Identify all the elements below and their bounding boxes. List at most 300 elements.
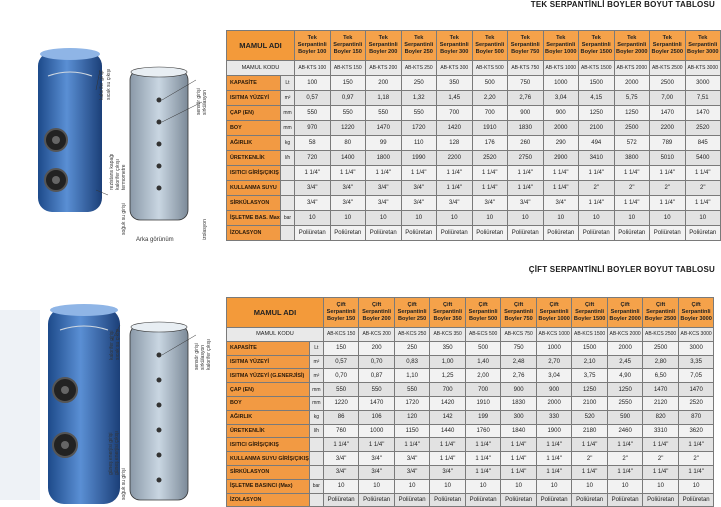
table-cell: 3/4" (394, 452, 430, 466)
table-cell: 2,76 (508, 91, 544, 106)
table-cell: 820 (643, 410, 679, 424)
row-label: KULLANMA SUYU (227, 181, 281, 196)
table-cell: 2000 (536, 396, 572, 410)
product-code: AB-KCS 1500 (572, 328, 608, 342)
product-code: AB-KCS 1000 (536, 328, 572, 342)
column-header (437, 31, 473, 61)
table-row (227, 369, 714, 383)
column-header-line: Tek (591, 35, 601, 41)
table-cell: 494 (579, 136, 615, 151)
row-unit (281, 196, 295, 211)
label-sensor-girisi: sensör girişi (194, 343, 200, 370)
label-izolasyon: izolasyon (202, 219, 208, 240)
table-cell: 1 1/4" (536, 452, 572, 466)
table-cell: 2900 (543, 151, 579, 166)
row-unit: kg (281, 136, 295, 151)
product-code: AB-KTS 2000 (614, 61, 650, 76)
table-cell: 1150 (394, 424, 430, 438)
column-header-line: Serpantinli (575, 309, 605, 315)
table-cell: 0,57 (323, 355, 359, 369)
table-cell: 750 (501, 341, 537, 355)
column-header-line: Boyler 500 (475, 49, 504, 55)
table-row (227, 479, 714, 493)
double-coil-size-table (226, 297, 714, 507)
table-cell: 1470 (359, 396, 395, 410)
column-header-line: Serpantinli (326, 309, 356, 315)
column-header-line: Boyler 2500 (651, 49, 683, 55)
column-header-line: Boyler 1000 (545, 49, 577, 55)
column-header-line: Boyler 1500 (580, 49, 612, 55)
product-code: AB-KTS 1000 (543, 61, 579, 76)
product-code: AB-KTS 750 (508, 61, 544, 76)
table-cell: 0,97 (330, 91, 366, 106)
table-cell: 1 1/4" (437, 181, 473, 196)
table-cell: 10 (430, 479, 466, 493)
table-cell: 1,45 (437, 91, 473, 106)
table-cell: 1 1/4" (501, 438, 537, 452)
table-cell: 700 (430, 383, 466, 397)
table-row (227, 383, 714, 397)
column-header (678, 298, 714, 328)
product-code: AB-KTS 500 (472, 61, 508, 76)
table-cell: 99 (366, 136, 402, 151)
table-cell: Poliüretan (543, 226, 579, 241)
column-header-line: Tek (485, 35, 495, 41)
table-cell: 2520 (472, 151, 508, 166)
table-cell: 1 1/4" (650, 196, 686, 211)
row-unit: mm (281, 106, 295, 121)
column-header-line: Serpantinli (475, 42, 505, 48)
row-label: İZOLASYON (227, 493, 310, 507)
table-cell: 2,20 (472, 91, 508, 106)
row-unit: kg (309, 410, 323, 424)
table-cell: 7,00 (650, 91, 686, 106)
table-cell: 1440 (430, 424, 466, 438)
table-cell: 0,87 (359, 369, 395, 383)
table-cell: 1800 (366, 151, 402, 166)
table-row (227, 226, 721, 241)
product-code: AB-KCS 250 (394, 328, 430, 342)
table-cell: Poliüretan (394, 493, 430, 507)
table-row (227, 181, 721, 196)
table-cell: 1 1/4" (430, 452, 466, 466)
table-cell: 330 (536, 410, 572, 424)
table-row (227, 151, 721, 166)
table-cell: 10 (465, 479, 501, 493)
table1-title: TEK SERPANTİNLİ BOYLER BOYUT TABLOSU (530, 0, 715, 9)
table-cell: 5400 (685, 151, 721, 166)
table-cell: 590 (607, 410, 643, 424)
label-termometre: termometre (121, 164, 127, 190)
table-cell: 789 (650, 136, 686, 151)
table-row (227, 166, 721, 181)
table-cell: 2,80 (643, 355, 679, 369)
column-header-line: Serpantinli (362, 309, 392, 315)
table-cell: Poliüretan (650, 226, 686, 241)
table-cell: 550 (295, 106, 331, 121)
table-cell: 350 (430, 341, 466, 355)
table-cell: 720 (295, 151, 331, 166)
column-header-line: Serpantinli (368, 42, 398, 48)
column-header-line: Boyler 2500 (644, 316, 677, 322)
table-cell: 10 (472, 211, 508, 226)
table-cell: 250 (401, 76, 437, 91)
table-cell: 3/4" (472, 196, 508, 211)
table-cell: 1000 (359, 424, 395, 438)
row-label: ISITICI GİRİŞ/ÇIKIŞ (227, 438, 310, 452)
table-cell: 0,57 (295, 91, 331, 106)
row-unit (309, 452, 323, 466)
row-label: AĞIRLIK (227, 136, 281, 151)
column-header-line: Tek (378, 35, 388, 41)
table-cell: 10 (685, 211, 721, 226)
column-header (430, 298, 466, 328)
column-header-line: Boyler 3000 (680, 316, 712, 322)
table-cell: 1 1/4" (579, 196, 615, 211)
column-header-line: Serpantinli (468, 309, 498, 315)
column-header-line: Serpantinli (404, 42, 434, 48)
table-cell: 10 (366, 211, 402, 226)
table-cell: 1720 (394, 396, 430, 410)
table-cell: Poliüretan (614, 226, 650, 241)
row-label: İZOLASYON (227, 226, 281, 241)
table-cell: 1 1/4" (572, 438, 608, 452)
table-cell: 176 (472, 136, 508, 151)
row-unit: Lt (281, 76, 295, 91)
code-row-label: MAMUL KODU (227, 61, 295, 76)
column-header-line: Boyler 200 (362, 316, 391, 322)
table-cell: 10 (579, 211, 615, 226)
column-header-line: Tek (520, 35, 530, 41)
column-header-line: Boyler 150 (326, 316, 356, 322)
product-code: AB-KTS 300 (437, 61, 473, 76)
table-cell: 550 (359, 383, 395, 397)
table-cell: 150 (323, 341, 359, 355)
table-cell: 2120 (643, 396, 679, 410)
table-cell: 3/4" (295, 196, 331, 211)
table-cell: 2" (685, 181, 721, 196)
table-cell: 1220 (323, 396, 359, 410)
table-cell: 1 1/4" (685, 196, 721, 211)
row-label: ÇAP (EN) (227, 106, 281, 121)
table-cell: 500 (472, 76, 508, 91)
table-cell: 10 (572, 479, 608, 493)
table-cell: 1830 (501, 396, 537, 410)
table-row (227, 136, 721, 151)
table-cell: 150 (330, 76, 366, 91)
table-cell: 2" (572, 452, 608, 466)
table-cell: 3/4" (437, 196, 473, 211)
row-label: KAPASİTE (227, 341, 310, 355)
product-code: AB-KTS 150 (330, 61, 366, 76)
row-label: İŞLETME BAS. Max (227, 211, 281, 226)
table-cell: 2500 (643, 341, 679, 355)
table-cell: 2750 (508, 151, 544, 166)
table-cell: 1500 (579, 76, 615, 91)
table-cell: 100 (295, 76, 331, 91)
table-cell: 700 (437, 106, 473, 121)
column-header (465, 298, 501, 328)
table-cell: 550 (394, 383, 430, 397)
table-cell: 3/4" (323, 465, 359, 479)
column-header-line: Çift (584, 302, 595, 308)
product-code: AB-KTS 3000 (685, 61, 721, 76)
label-gunes-enerjisi-girisi: güneş enerjisi girişi (108, 432, 114, 475)
product-code: AB-KCS 750 (501, 328, 537, 342)
table-cell: 2" (678, 452, 714, 466)
product-code: AB-KTS 200 (366, 61, 402, 76)
column-header-line: Boyler 500 (468, 316, 498, 322)
table-cell: Poliüretan (366, 226, 402, 241)
column-header-line: Boyler 2000 (616, 49, 648, 55)
table-cell: Poliüretan (536, 493, 572, 507)
table-cell: 1250 (572, 383, 608, 397)
table-cell: Poliüretan (330, 226, 366, 241)
table-cell: 2,00 (465, 369, 501, 383)
row-label: ISITMA YÜZEYİ (227, 91, 281, 106)
column-header-line: Serpantinli (439, 42, 469, 48)
table-row (227, 452, 714, 466)
table2-wrap (226, 297, 714, 507)
label-sirkulasyon: sirkülasyon (202, 89, 208, 115)
code-row-label: MAMUL KODU (227, 328, 324, 342)
column-header (643, 298, 679, 328)
table-cell: 3/4" (543, 196, 579, 211)
row-label: ISITICI GİRİŞ/ÇIKIŞ (227, 166, 281, 181)
label-kalorifer-girisi: kalorifer girişi (109, 330, 115, 360)
table-cell: 1,32 (401, 91, 437, 106)
table-cell: 3/4" (366, 196, 402, 211)
table-cell: 1 1/4" (543, 166, 579, 181)
column-header-line: Serpantinli (433, 309, 463, 315)
column-header (323, 298, 359, 328)
table-cell: 1 1/4" (330, 166, 366, 181)
table-cell: 3/4" (430, 465, 466, 479)
table-cell: 200 (366, 76, 402, 91)
row-unit: m² (309, 369, 323, 383)
table-cell: 1 1/4" (472, 181, 508, 196)
column-header-line: Tek (343, 35, 353, 41)
table-cell: Poliüretan (401, 226, 437, 241)
label-kalorifer-girisi: kalorifer girişi (99, 70, 105, 100)
table-cell: 1 1/4" (572, 465, 608, 479)
table-cell: 58 (295, 136, 331, 151)
column-header (295, 31, 331, 61)
label-sicak-su-cikisi: sıcak su çıkışı (115, 328, 121, 360)
column-header-line: Çift (336, 302, 346, 308)
boiler-double-coil-figure (0, 300, 225, 504)
product-code: AB-KTS 250 (401, 61, 437, 76)
table-cell: 1 1/4" (536, 438, 572, 452)
table-cell: 1720 (401, 121, 437, 136)
table-cell: 10 (643, 479, 679, 493)
table-cell: 3/4" (323, 452, 359, 466)
column-header-line: Boyler 250 (404, 49, 433, 55)
table-cell: 3800 (614, 151, 650, 166)
table-cell: 3/4" (295, 181, 331, 196)
table-cell: 1 1/4" (678, 438, 714, 452)
table-row (227, 91, 721, 106)
row-unit (309, 465, 323, 479)
table-cell: 1 1/4" (536, 465, 572, 479)
column-header-line: Tek (627, 35, 637, 41)
label-kalorifer-cikisi: kalorifer çıkışı (206, 339, 212, 370)
column-header-line: Tek (414, 35, 424, 41)
row-unit (281, 181, 295, 196)
table-cell: 520 (572, 410, 608, 424)
table-cell: 1 1/4" (685, 166, 721, 181)
row-unit: m² (309, 355, 323, 369)
column-header-line: Çift (655, 302, 666, 308)
column-header-line: Boyler 350 (433, 316, 462, 322)
table-cell: 10 (359, 479, 395, 493)
column-header-line: Serpantinli (646, 309, 676, 315)
row-unit: mm (281, 121, 295, 136)
table-row (227, 465, 714, 479)
column-header-line: Serpantinli (297, 42, 327, 48)
table-cell: 142 (430, 410, 466, 424)
column-header (685, 31, 721, 61)
table-cell: 2500 (650, 76, 686, 91)
table-cell: 550 (401, 106, 437, 121)
column-header (501, 298, 537, 328)
table-cell: 3/4" (366, 181, 402, 196)
label-rezistans-kapagi: rezistans kapağı (109, 153, 115, 190)
table-cell: 2000 (543, 121, 579, 136)
table-cell: 3620 (678, 424, 714, 438)
product-code: AB-KTS 100 (295, 61, 331, 76)
row-label: AĞIRLIK (227, 410, 310, 424)
table-cell: 1400 (330, 151, 366, 166)
row-unit (309, 493, 323, 507)
column-header-line: Boyler 1000 (538, 316, 570, 322)
table-cell: 2" (614, 181, 650, 196)
table-cell: 1 1/4" (465, 438, 501, 452)
table-cell: 10 (323, 479, 359, 493)
row-label: ISITMA YÜZEYİ (G.ENERJİSİ) (227, 369, 310, 383)
table-cell: 1,10 (394, 369, 430, 383)
table-cell: 1 1/4" (607, 465, 643, 479)
boiler-single-coil-figure (30, 40, 220, 245)
column-header-line: Boyler 750 (511, 49, 540, 55)
table-cell: 4,15 (579, 91, 615, 106)
row-label: KULLANMA SUYU GİRİŞ/ÇIKIŞ (227, 452, 310, 466)
table-cell: 1 1/4" (501, 452, 537, 466)
product-code: AB-KTS 2500 (650, 61, 686, 76)
table-cell: 1420 (430, 396, 466, 410)
product-code: AB-KCS 2500 (643, 328, 679, 342)
column-header-line: Boyler 250 (397, 316, 427, 322)
table-cell: 1 1/4" (366, 166, 402, 181)
column-header-line: Serpantinli (681, 309, 711, 315)
label-gunes-enerjisi-cikisi: güneş enerjisi çıkışı (114, 431, 120, 475)
table-cell: 1500 (572, 341, 608, 355)
column-header-line: Çift (478, 302, 488, 308)
column-header-line: Çift (407, 302, 417, 308)
table-cell: 0,83 (394, 355, 430, 369)
table-cell: 1900 (536, 424, 572, 438)
table-cell: 1,40 (465, 355, 501, 369)
table-cell: 1 1/4" (678, 465, 714, 479)
table-cell: 3/4" (401, 181, 437, 196)
table-cell: 1840 (501, 424, 537, 438)
row-label: ISITMA YÜZEYİ (227, 355, 310, 369)
table-cell: 900 (536, 383, 572, 397)
table-cell: 550 (366, 106, 402, 121)
column-header (394, 298, 430, 328)
column-header (579, 31, 615, 61)
row-label: ÇAP (EN) (227, 383, 310, 397)
row-unit: Lt (309, 341, 323, 355)
product-code: AB-KCS 2000 (607, 328, 643, 342)
table-cell: 572 (614, 136, 650, 151)
header-mamul-adi: MAMUL ADI (227, 31, 295, 61)
table-cell: 3/4" (359, 452, 395, 466)
table-cell: 845 (685, 136, 721, 151)
table-row (227, 396, 714, 410)
row-unit: bar (309, 479, 323, 493)
table-cell: 2180 (572, 424, 608, 438)
table-cell: 3000 (678, 341, 714, 355)
row-label: BOY (227, 121, 281, 136)
table-cell: 1 1/4" (465, 452, 501, 466)
table-row (227, 424, 714, 438)
figure-caption: Arka görünüm (136, 237, 174, 243)
table-cell: 6,50 (643, 369, 679, 383)
product-code: AB-KTS 1500 (579, 61, 615, 76)
table-cell: 1 1/4" (394, 438, 430, 452)
product-code: AB-KCS 150 (323, 328, 359, 342)
table-cell: 1760 (465, 424, 501, 438)
row-label: SİRKÜLASYON (227, 196, 281, 211)
table-cell: 1 1/4" (643, 465, 679, 479)
row-unit: bar (281, 211, 295, 226)
table-cell: Poliüretan (678, 493, 714, 507)
table-cell: 1 1/4" (401, 166, 437, 181)
table-cell: 1 1/4" (650, 166, 686, 181)
table-cell: 1 1/4" (643, 438, 679, 452)
column-header-line: Çift (549, 302, 559, 308)
table-cell: 1 1/4" (508, 166, 544, 181)
row-unit (309, 438, 323, 452)
column-header-line: Boyler 2000 (609, 316, 641, 322)
table-cell: 10 (508, 211, 544, 226)
table-cell: 3,04 (543, 91, 579, 106)
table-cell: 2460 (607, 424, 643, 438)
header-mamul-adi: MAMUL ADI (227, 298, 324, 328)
column-header-line: Serpantinli (546, 42, 576, 48)
table-cell: Poliüretan (430, 493, 466, 507)
label-sirkulasyon: sirkülasyon (200, 344, 206, 370)
column-header-line: Serpantinli (539, 309, 569, 315)
table-cell: 10 (614, 211, 650, 226)
table-cell: 1 1/4" (607, 438, 643, 452)
column-header-line: Serpantinli (652, 42, 682, 48)
table-cell: 1 1/4" (508, 181, 544, 196)
single-coil-size-table (226, 30, 721, 241)
table-cell: 1910 (465, 396, 501, 410)
table-cell: 2200 (650, 121, 686, 136)
row-label: İŞLETME BASINCI (Max) (227, 479, 310, 493)
table-cell: 2500 (614, 121, 650, 136)
table-cell: Poliüretan (465, 493, 501, 507)
table-cell: 970 (295, 121, 331, 136)
table-cell: 1470 (685, 106, 721, 121)
column-header-line: Serpantinli (510, 42, 540, 48)
table-cell: 1,00 (430, 355, 466, 369)
table-cell: 2550 (607, 396, 643, 410)
table-cell: 2,48 (501, 355, 537, 369)
